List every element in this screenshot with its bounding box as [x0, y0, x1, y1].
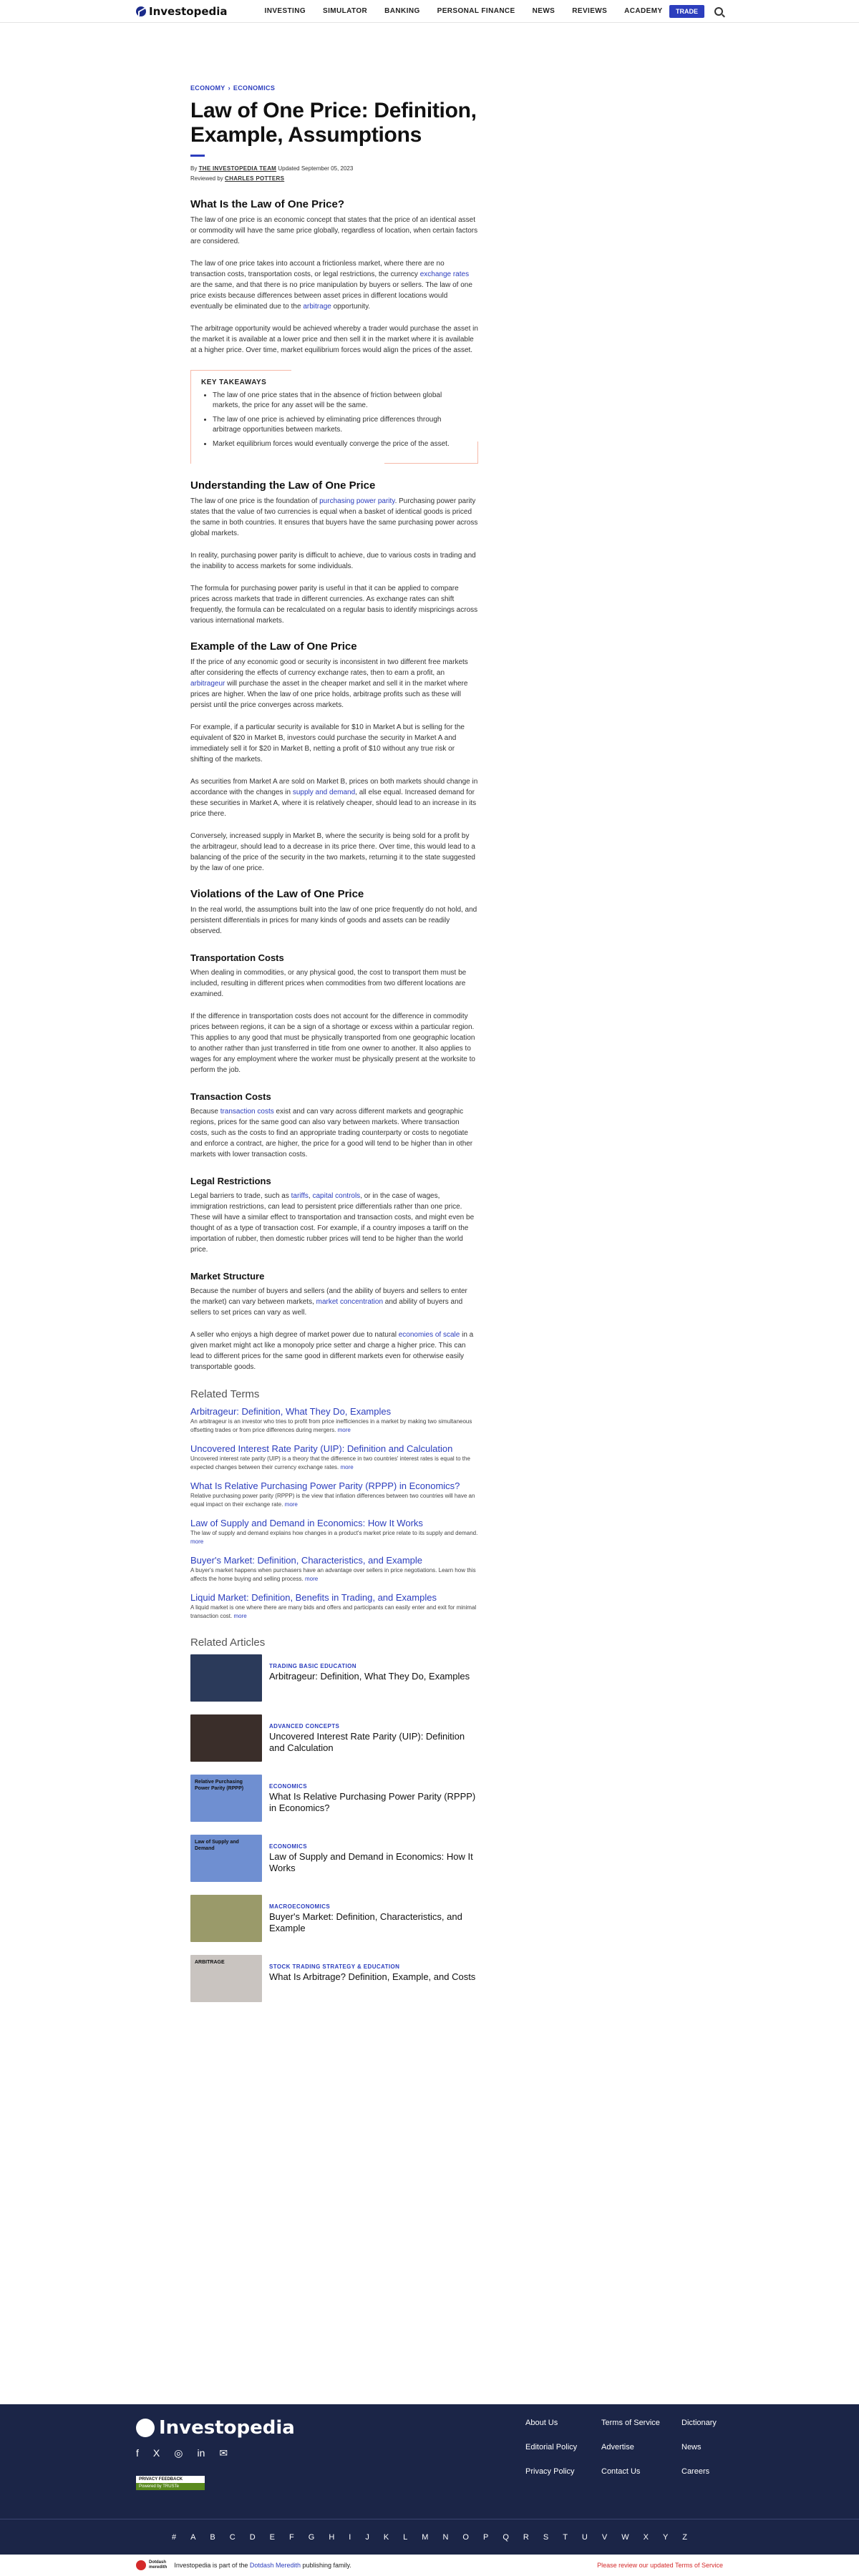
related-articles-list — [190, 1654, 478, 2002]
key-takeaway-item: • Market equilibrium forces would eventually converge the price of the asset. — [213, 439, 468, 449]
related-terms-heading: Related Terms — [190, 1388, 260, 1400]
alphabet-letter[interactable]: H — [329, 2532, 335, 2542]
alphabet-letter[interactable]: P — [482, 2532, 489, 2542]
article-title[interactable]: What Is Relative Purchasing Power Parity (RPPP) in Economics? — [269, 1791, 476, 1813]
link-arbitrage[interactable]: arbitrage — [303, 303, 331, 311]
search-icon[interactable] — [714, 7, 723, 16]
paragraph: Because the number of buyers and sellers (and the ability of buyers and sellers to enter the market) can vary between markets, market concentration and ability of buyers and sellers to set prices can vary as well. — [190, 1287, 467, 1317]
nav-personal-finance[interactable]: PERSONAL FINANCE — [437, 7, 515, 15]
alphabet-letter[interactable]: U — [581, 2532, 588, 2542]
x-twitter-icon[interactable]: X — [152, 2447, 160, 2459]
related-term-link[interactable]: Arbitrageur: Definition, What They Do, Examples — [190, 1406, 392, 1417]
section-heading-example: Example of the Law of One Price — [190, 640, 357, 653]
more-link[interactable]: more — [190, 1538, 204, 1545]
related-article[interactable] — [190, 1835, 478, 1882]
alphabet-letter[interactable]: G — [308, 2532, 315, 2542]
key-takeaways-box — [190, 370, 478, 464]
footer-logo[interactable]: Investopedia — [136, 2417, 295, 2439]
article-category[interactable]: STOCK TRADING STRATEGY & EDUCATION — [269, 1963, 400, 1970]
dotdash-meredith-link[interactable]: Dotdash Meredith — [249, 2562, 301, 2569]
related-article[interactable] — [190, 1955, 478, 2002]
article-thumbnail — [190, 1714, 262, 1762]
related-term-link[interactable]: What Is Relative Purchasing Power Parity (RPPP) in Economics? — [190, 1480, 460, 1491]
link-supply-demand[interactable]: supply and demand — [292, 789, 356, 796]
alphabet-letter[interactable]: M — [422, 2532, 429, 2542]
paragraph: The law of one price is an economic concept that states that the price of an identical asset or commodity will have the same price globally, regardless of location, when certain factors are considered. — [190, 216, 478, 245]
paragraph: The arbitrage opportunity would be achieved whereby a trader would purchase the asset in the market it is available at a lower price and then sell it in the market where it is available at a higher price. Over time, market equilibrium forces would align the prices of the asset. — [190, 325, 478, 354]
dotdash-meredith-logo-icon — [136, 2560, 146, 2570]
logo-icon — [136, 2419, 155, 2437]
paragraph: A seller who enjoys a high degree of market power due to natural economies of scale in a given market might act like a monopoly price setter and charge a higher price. This can lead to different prices for the same good in different markets even for otherwise easily transportable goods. — [190, 1331, 474, 1371]
alphabet-letter[interactable]: R — [523, 2532, 529, 2542]
article-thumbnail — [190, 1955, 262, 2002]
article-category[interactable]: ADVANCED CONCEPTS — [269, 1723, 340, 1729]
trade-button[interactable]: TRADE — [669, 5, 704, 18]
link-economies-of-scale[interactable]: economies of scale — [398, 1331, 460, 1339]
article-category[interactable]: ECONOMICS — [269, 1843, 307, 1850]
related-term: Law of Supply and Demand in Economics: How It Works The law of supply and demand explains how changes in a product's market price relate to its supply and demand. more — [190, 1518, 478, 1545]
article-title[interactable]: Law of Supply and Demand in Economics: How It Works — [269, 1851, 473, 1873]
alphabet-letter[interactable]: J — [365, 2532, 369, 2542]
alphabet-letter[interactable]: L — [403, 2532, 408, 2542]
author-link[interactable]: THE INVESTOPEDIA TEAM — [198, 165, 277, 172]
link-arbitrageur[interactable]: arbitrageur — [190, 680, 225, 688]
alphabet-letter[interactable]: X — [643, 2532, 649, 2542]
alphabet-letter[interactable]: T — [563, 2532, 568, 2542]
section-heading-understanding: Understanding the Law of One Price — [190, 479, 376, 492]
alphabet-letter[interactable]: E — [269, 2532, 276, 2542]
thumbnail-caption: ARBITRAGE — [195, 1960, 225, 1965]
article-thumbnail — [190, 1654, 262, 1702]
related-term-link[interactable]: Uncovered Interest Rate Parity (UIP): Definition and Calculation — [190, 1443, 453, 1454]
alphabet-letter[interactable]: A — [190, 2532, 196, 2542]
alphabet-letter[interactable]: C — [229, 2532, 236, 2542]
article-title[interactable]: Uncovered Interest Rate Parity (UIP): Definition and Calculation — [269, 1731, 465, 1753]
link-transaction-costs[interactable]: transaction costs — [220, 1108, 274, 1116]
chevron-right-icon: › — [228, 84, 230, 92]
site-logo[interactable]: Investopedia — [136, 5, 228, 18]
paragraph: Conversely, increased supply in Market B, where the security is being sold for a profit by the arbitrageur, should lead to a decrease in its price there. Over time, this would lead to a balancing of the price of the security in the two markets, returning it to the state suggested by the law of one price. — [190, 832, 475, 872]
terms-link[interactable]: Terms of Service — [674, 2562, 723, 2569]
related-article[interactable] — [190, 1654, 478, 1702]
alphabet-letter[interactable]: W — [621, 2532, 629, 2542]
paragraph: When dealing in commodities, or any physical good, the cost to transport them must be included, resulting in different prices when commodities from two different locations are examined. — [190, 969, 467, 998]
alphabet-letter[interactable]: I — [349, 2532, 351, 2542]
nav-reviews[interactable]: REVIEWS — [572, 7, 608, 15]
footer-link[interactable]: Editorial Policy — [525, 2443, 578, 2451]
paragraph: Because transaction costs exist and can vary across different markets and geographic regions, prices for the same good can also vary between markets. Where transaction costs, such as the costs to find an appropriate trading counterparty or costs to negotiate and enforce a contract, are higher, the price for a good will tend to be higher than in other markets with lower transaction costs. — [190, 1108, 473, 1158]
alphabet-letter[interactable]: B — [210, 2532, 215, 2542]
title-underline — [190, 155, 205, 157]
alphabet-letter[interactable]: K — [383, 2532, 389, 2542]
dictionary-alphabet — [0, 2519, 859, 2555]
related-term: Uncovered Interest Rate Parity (UIP): Definition and Calculation Uncovered interest rate parity (UIP) is a theory that the difference in two countries' interest rates is equal to the expected changes between their currency exchange rates. more — [190, 1443, 478, 1472]
alphabet-letter[interactable]: # — [171, 2532, 177, 2542]
breadcrumb — [190, 84, 478, 92]
reviewer-link[interactable]: CHARLES POTTERS — [225, 175, 285, 182]
paragraph: The formula for purchasing power parity is useful in that it can be applied to compare prices across markets that trade in different currencies. As exchange rates can shift frequently, the formula can be recalculated on a regular basis to identify mispricings across various international markets. — [190, 585, 478, 625]
dotdash-meredith-wordmark: Dotdash meredith — [149, 2560, 168, 2570]
article-title[interactable]: Buyer's Market: Definition, Characteristics, and Example — [269, 1911, 462, 1933]
link-capital-controls[interactable]: capital controls — [312, 1192, 361, 1200]
article-thumbnail — [190, 1775, 262, 1822]
footer-link[interactable]: News — [681, 2443, 702, 2451]
link-exchange-rates[interactable]: exchange rates — [419, 270, 470, 278]
paragraph: The law of one price is the foundation of purchasing power parity. Purchasing power parity states that the value of two currencies is equal when a basket of identical goods is priced the same in both countries. It ensures that buyers have the same purchasing power across global markets. — [190, 497, 478, 537]
site-footer — [0, 2404, 859, 2555]
site-header — [0, 0, 859, 23]
thumbnail-caption: Law of Supply and Demand — [195, 1840, 239, 1851]
subheading-transaction: Transaction Costs — [190, 1091, 271, 1102]
subheading-market-structure: Market Structure — [190, 1271, 265, 1282]
related-articles-heading: Related Articles — [190, 1636, 266, 1649]
related-article[interactable] — [190, 1714, 478, 1762]
privacy-feedback-badge[interactable]: PRIVACY FEEDBACK Powered by TRUSTe — [136, 2476, 205, 2490]
link-ppp[interactable]: purchasing power parity — [319, 497, 395, 505]
related-terms-list — [190, 1406, 478, 1621]
footer-link[interactable]: Dictionary — [681, 2419, 717, 2427]
alphabet-letter[interactable]: Z — [682, 2532, 688, 2542]
linkedin-icon[interactable]: in — [197, 2447, 205, 2459]
paragraph: For example, if a particular security is available for $10 in Market A but is selling for the equivalent of $20 in Market B, investors could purchase the security in Market A and immediately sell it for $20 in Market B, netting a profit of $10 without any true risk or shifting of the markets. — [190, 723, 465, 763]
article-thumbnail — [190, 1835, 262, 1882]
article-thumbnail — [190, 1895, 262, 1942]
more-link[interactable]: more — [284, 1501, 298, 1508]
footer-link[interactable]: Contact Us — [601, 2467, 641, 2476]
email-icon[interactable]: ✉ — [219, 2447, 228, 2459]
key-takeaway-item: • The law of one price is achieved by eliminating price differences through arbitrage opportunities between markets. — [213, 415, 468, 435]
related-term: Buyer's Market: Definition, Characteristics, and Example A buyer's market happens when purchasers have an advantage over sellers in price negotiations. Learn how this affects the home buying and selling process. more — [190, 1555, 478, 1584]
page-title: Law of One Price: Definition, Example, Assumptions — [190, 99, 477, 147]
nav-simulator[interactable]: SIMULATOR — [323, 7, 368, 15]
related-term: Arbitrageur: Definition, What They Do, Examples An arbitrageur is an investor who tries to profit from price inefficiencies in a market by making two simultaneous offsetting trades or from price differences during mergers. more — [190, 1406, 478, 1435]
subheading-transportation: Transportation Costs — [190, 952, 284, 963]
article-title[interactable]: Arbitrageur: Definition, What They Do, Examples — [269, 1671, 470, 1682]
alphabet-letter[interactable]: V — [601, 2532, 608, 2542]
more-link[interactable]: more — [233, 1613, 247, 1619]
link-tariffs[interactable]: tariffs — [291, 1192, 309, 1200]
more-link[interactable]: more — [337, 1427, 351, 1433]
related-term-link[interactable]: Liquid Market: Definition, Benefits in Trading, and Examples — [190, 1592, 437, 1603]
related-term-link[interactable]: Buyer's Market: Definition, Characteristics, and Example — [190, 1555, 422, 1566]
footer-link[interactable]: Careers — [681, 2467, 710, 2476]
nav-academy[interactable]: ACADEMY — [624, 7, 663, 15]
related-term-link[interactable]: Law of Supply and Demand in Economics: How It Works — [190, 1518, 423, 1528]
related-term: Liquid Market: Definition, Benefits in Trading, and Examples A liquid market is one where there are many bids and offers and participants can easily enter and exit for minimal transaction cost. more — [190, 1592, 478, 1621]
alphabet-letter[interactable]: N — [442, 2532, 449, 2542]
logo-icon — [136, 6, 146, 16]
breadcrumb-economy[interactable]: ECONOMY — [190, 84, 225, 92]
paragraph: The law of one price takes into account a frictionless market, where there are no transaction costs, transportation costs, or legal restrictions, the currency exchange rates are the same, and that there is no price manipulation by buyers or sellers. The law of one price exists because differences between asset prices in different locations would eventually be eliminated due to the arbitrage opportunity. — [190, 260, 472, 311]
paragraph: In the real world, the assumptions built into the law of one price frequently do not hold, and persistent differentials in prices for many kinds of goods and assets can be readily observed. — [190, 906, 477, 935]
article-title[interactable]: What Is Arbitrage? Definition, Example, and Costs — [269, 1971, 476, 1982]
article-category[interactable]: MACROECONOMICS — [269, 1903, 331, 1910]
footer-link[interactable]: Terms of Service — [601, 2419, 660, 2427]
alphabet-letter[interactable]: S — [543, 2532, 549, 2542]
key-takeaway-item: • The law of one price states that in the absence of friction between global markets, the price for any asset will be the same. — [213, 391, 468, 411]
more-link[interactable]: more — [340, 1464, 354, 1470]
alphabet-letter[interactable]: F — [289, 2532, 294, 2542]
nav-banking[interactable]: BANKING — [384, 7, 420, 15]
main-nav — [265, 7, 663, 15]
alphabet-letter[interactable]: Y — [662, 2532, 669, 2542]
link-market-concentration[interactable]: market concentration — [316, 1298, 384, 1306]
byline: By THE INVESTOPEDIA TEAM Updated September 05, 2023 Reviewed by CHARLES POTTERS — [190, 165, 354, 182]
section-heading-what-is: What Is the Law of One Price? — [190, 198, 345, 210]
related-article[interactable] — [190, 1775, 478, 1822]
instagram-icon[interactable]: ◎ — [174, 2447, 183, 2459]
related-term: What Is Relative Purchasing Power Parity (RPPP) in Economics? Relative purchasing power parity (RPPP) is the view that inflation differences between two countries will have an equal impact on their exchange rate. more — [190, 1480, 478, 1509]
related-article[interactable] — [190, 1895, 478, 1942]
alphabet-letter[interactable]: D — [249, 2532, 256, 2542]
paragraph: If the price of any economic good or security is inconsistent in two different free markets after considering the effects of currency exchange rates, then to earn a profit, an arbitrageur will purchase the asset in the cheaper market and sell it in the market where prices are higher. When the law of one price holds, arbitrage profits such as these will persist until the price converges across markets. — [190, 658, 468, 709]
paragraph: Legal barriers to trade, such as tariffs, capital controls, or in the case of wages, immigration restrictions, can lead to persistent price differentials rather than one price. These will have a similar effect to transportation and transaction costs, and might even be thought of as a type of transaction cost. For example, if a country imposes a tariff on the importation of rubber, then domestic rubber prices will tend to be higher than the world price. — [190, 1192, 475, 1254]
footer-link[interactable]: Advertise — [601, 2443, 634, 2451]
nav-news[interactable]: NEWS — [532, 7, 555, 15]
publisher-note: Investopedia is part of the Dotdash Meredith publishing family. — [174, 2562, 351, 2569]
nav-investing[interactable]: INVESTING — [264, 7, 306, 15]
more-link[interactable]: more — [304, 1576, 319, 1582]
breadcrumb-economics[interactable]: ECONOMICS — [233, 84, 276, 92]
alphabet-letter[interactable]: Q — [503, 2532, 509, 2542]
thumbnail-caption: Relative Purchasing Power Parity (RPPP) — [195, 1780, 244, 1791]
key-takeaways-title: KEY TAKEAWAYS — [201, 379, 267, 386]
terms-notice: Please review our updated Terms of Service — [597, 2562, 723, 2569]
footer-link[interactable]: Privacy Policy — [525, 2467, 575, 2476]
footer-links — [525, 2419, 739, 2476]
alphabet-letter[interactable]: O — [462, 2532, 469, 2542]
paragraph: If the difference in transportation costs does not account for the difference in commodity prices between regions, it can be a sign of a shortage or excess within a particular region. This applies to any good that must be physically transported from one geographic location to another rather than just transferred in title from one owner to another. It also applies to wages for any employment where the worker must be physically present at the worksite to perform the job. — [190, 1013, 475, 1074]
section-heading-violations: Violations of the Law of One Price — [190, 888, 364, 900]
facebook-icon[interactable]: f — [136, 2447, 139, 2459]
article-category[interactable]: TRADING BASIC EDUCATION — [269, 1663, 356, 1669]
paragraph: In reality, purchasing power parity is difficult to achieve, due to various costs in trading and the inability to access markets for some individuals. — [190, 552, 476, 570]
updated-date: Updated September 05, 2023 — [278, 165, 354, 172]
social-links — [136, 2447, 228, 2459]
paragraph: As securities from Market A are sold on Market B, prices on both markets should change in accordance with the changes in supply and demand, all else equal. Increased demand for these securities in Market A, where it is relatively cheaper, should lead to an increase in its price there. — [190, 778, 478, 818]
article — [190, 84, 478, 2015]
subheading-legal: Legal Restrictions — [190, 1176, 271, 1186]
footer-link[interactable]: About Us — [525, 2419, 558, 2427]
article-category[interactable]: ECONOMICS — [269, 1783, 307, 1790]
bottom-bar — [0, 2555, 859, 2576]
